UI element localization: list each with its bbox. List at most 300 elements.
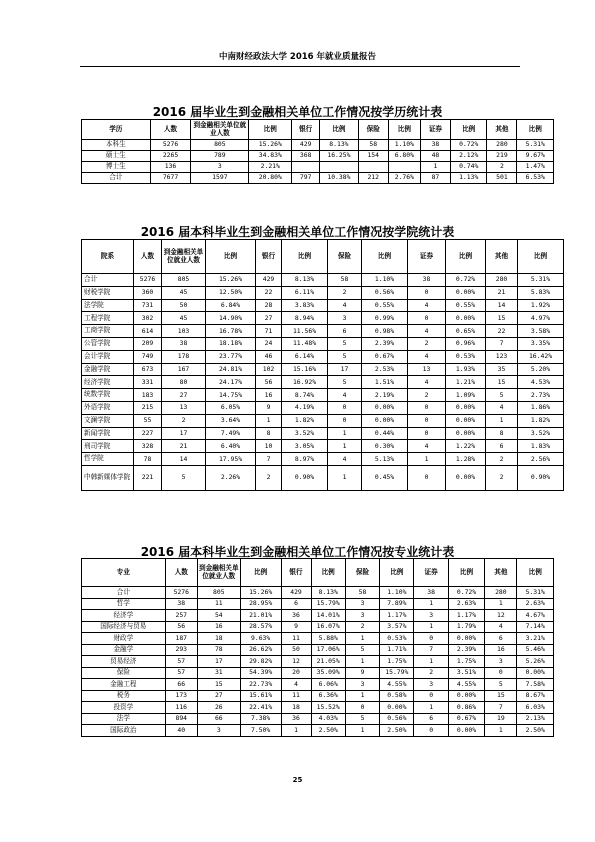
value-cell: 2 [408,337,446,350]
value-cell: 4 [485,621,517,633]
value-cell: 5.88% [311,633,345,645]
row-label-cell: 金融学 [82,644,166,656]
value-cell: 13 [162,401,206,414]
value-cell: 15.61% [240,690,281,702]
row-label-cell: 国际经济与贸易 [82,621,166,633]
value-cell: 50 [162,299,206,312]
value-cell: 2.56% [518,453,564,466]
value-cell: 6.06% [311,679,345,691]
column-header: 比例 [450,120,486,140]
value-cell: 1.71% [380,644,414,656]
value-cell: 212 [358,173,388,184]
value-cell: 0.55% [362,299,408,312]
value-cell: 1.86% [518,401,564,414]
value-cell: 0 [414,690,448,702]
value-cell: 26 [197,702,240,714]
value-cell: 11.48% [282,337,328,350]
value-cell: 2 [256,465,282,490]
value-cell: 66 [197,713,240,725]
value-cell: 2 [162,414,206,427]
table-header-row [82,240,564,274]
value-cell: 221 [134,465,162,490]
value-cell: 5 [162,465,206,490]
value-cell: 187 [165,633,197,645]
column-header: 比例 [446,240,486,274]
value-cell: 66 [165,679,197,691]
value-cell: 3.35% [518,337,564,350]
value-cell: 56 [256,376,282,389]
row-label-cell: 国际政治 [82,725,166,737]
value-cell: 5.31% [517,587,554,599]
value-cell: 8.97% [282,453,328,466]
value-cell: 0.45% [362,465,408,490]
row-label-cell: 法学院 [82,299,134,312]
value-cell: 7.89% [380,598,414,610]
table-row [82,702,554,714]
column-header: 银行 [256,240,282,274]
value-cell: 0.99% [362,312,408,325]
value-cell: 22 [256,286,282,299]
value-cell: 16.07% [311,621,345,633]
value-cell: 34.83% [249,151,292,162]
table-row [82,350,564,363]
value-cell: 18.18% [206,337,256,350]
value-cell: 1 [485,598,517,610]
value-cell: 16 [197,621,240,633]
value-cell: 5276 [150,140,191,151]
value-cell: 0 [408,286,446,299]
value-cell: 3.58% [518,325,564,338]
value-cell: 21 [162,440,206,453]
row-label-cell: 新闻学院 [82,427,134,440]
value-cell: 10 [256,440,282,453]
value-cell: 78 [197,644,240,656]
value-cell: 23.77% [206,350,256,363]
value-cell: 8 [486,427,518,440]
value-cell: 7 [414,644,448,656]
value-cell: 2.53% [362,363,408,376]
value-cell: 20.80% [249,173,292,184]
value-cell: 8.94% [282,312,328,325]
value-cell: 45 [162,312,206,325]
value-cell: 6 [414,713,448,725]
value-cell: 0 [408,465,446,490]
row-label-cell: 金融工程 [82,679,166,691]
value-cell: 9 [281,621,311,633]
row-label-cell: 经济学院 [82,376,134,389]
row-label-cell: 贸易经济 [82,656,166,668]
table-row [82,679,554,691]
value-cell: 1.10% [388,140,420,151]
value-cell: 8 [256,427,282,440]
value-cell: 3.05% [282,440,328,453]
column-header: 其他 [487,120,517,140]
value-cell: 0.30% [362,440,408,453]
column-header: 人数 [134,240,162,274]
value-cell: 7.38% [240,713,281,725]
value-cell: 2.50% [311,725,345,737]
value-cell [358,162,388,173]
table-row [82,299,564,312]
value-cell: 227 [134,427,162,440]
degree-statistics-table [81,119,554,184]
value-cell: 0 [408,427,446,440]
value-cell: 15.26% [240,587,281,599]
value-cell: 1 [420,162,450,173]
value-cell: 1 [345,690,379,702]
value-cell: 4.97% [518,312,564,325]
value-cell: 15.26% [206,274,256,287]
value-cell [292,162,320,173]
value-cell: 57 [165,667,197,679]
value-cell: 136 [150,162,191,173]
value-cell: 1.82% [282,414,328,427]
value-cell: 58 [345,587,379,599]
row-label-cell: 经济学 [82,610,166,622]
value-cell: 16 [256,389,282,402]
value-cell: 0.00% [380,702,414,714]
value-cell: 5.13% [362,453,408,466]
value-cell: 38 [165,598,197,610]
value-cell: 24 [256,337,282,350]
value-cell: 429 [292,140,320,151]
column-header: 比例 [362,240,408,274]
value-cell: 18 [197,633,240,645]
row-label-cell: 工商学院 [82,325,134,338]
row-label-cell: 文澜学院 [82,414,134,427]
row-label-cell: 哲学 [82,598,166,610]
value-cell: 56 [165,621,197,633]
column-header: 比例 [448,559,484,587]
value-cell: 7 [485,702,517,714]
value-cell: 15 [485,690,517,702]
table-row [82,587,554,599]
value-cell: 2.50% [517,725,554,737]
value-cell: 6.80% [388,151,420,162]
value-cell: 102 [256,363,282,376]
value-cell: 1.17% [448,610,484,622]
value-cell: 673 [134,363,162,376]
value-cell: 21 [486,286,518,299]
table-row [82,713,554,725]
value-cell: 1.10% [380,587,414,599]
row-label-cell: 合计 [82,274,134,287]
column-header: 人数 [165,559,197,587]
value-cell: 0 [408,401,446,414]
table-row [82,453,564,466]
value-cell: 805 [191,140,249,151]
value-cell: 1.17% [380,610,414,622]
value-cell: 14 [486,299,518,312]
value-cell: 178 [162,350,206,363]
table-row [82,610,554,622]
value-cell: 54 [197,610,240,622]
value-cell: 5276 [165,587,197,599]
value-cell: 0 [414,725,448,737]
column-header: 其他 [485,559,517,587]
value-cell: 2.63% [448,598,484,610]
value-cell: 360 [134,286,162,299]
value-cell: 805 [197,587,240,599]
value-cell: 894 [165,713,197,725]
value-cell: 4 [408,376,446,389]
table-1-title: 2016 届毕业生到金融相关单位工作情况按学历统计表 [152,105,443,119]
value-cell: 6.84% [206,299,256,312]
value-cell [388,162,420,173]
value-cell: 302 [134,312,162,325]
column-header: 人数 [150,120,191,140]
value-cell: 28.57% [240,621,281,633]
value-cell: 12.50% [206,286,256,299]
value-cell: 0.58% [380,690,414,702]
value-cell: 0.74% [450,162,486,173]
value-cell: 1 [414,702,448,714]
value-cell: 209 [134,337,162,350]
value-cell: 1 [256,414,282,427]
value-cell: 2.39% [362,337,408,350]
table-row [82,414,564,427]
value-cell [320,162,359,173]
table-row [82,337,564,350]
value-cell: 2 [408,389,446,402]
value-cell: 0.00% [448,633,484,645]
value-cell: 10.38% [320,173,359,184]
column-header: 比例 [249,120,292,140]
value-cell: 78 [134,453,162,466]
value-cell: 6.53% [517,173,554,184]
table-row [82,465,564,490]
value-cell: 27 [256,312,282,325]
column-header: 保险 [345,559,379,587]
column-header: 比例 [517,559,554,587]
value-cell: 0.00% [446,401,486,414]
value-cell: 257 [165,610,197,622]
value-cell: 1.93% [446,363,486,376]
row-label-cell: 工程学院 [82,312,134,325]
value-cell: 16.78% [206,325,256,338]
value-cell: 4 [328,299,362,312]
value-cell: 3.52% [282,427,328,440]
value-cell: 0.72% [450,140,486,151]
value-cell: 3.21% [517,633,554,645]
value-cell: 5 [328,337,362,350]
value-cell: 28 [256,299,282,312]
value-cell: 46 [256,350,282,363]
value-cell: 55 [134,414,162,427]
value-cell: 1.82% [518,414,564,427]
value-cell: 429 [256,274,282,287]
value-cell: 27 [162,389,206,402]
report-header: 中南财经政法大学 2016 年就业质量报告 [218,52,377,62]
value-cell: 27 [197,690,240,702]
value-cell: 116 [165,702,197,714]
value-cell: 2 [414,667,448,679]
value-cell: 6 [486,440,518,453]
value-cell: 4.03% [311,713,345,725]
value-cell: 5 [328,350,362,363]
value-cell: 0.56% [380,713,414,725]
value-cell: 2.13% [517,713,554,725]
row-label-cell: 法学 [82,713,166,725]
value-cell: 2265 [150,151,191,162]
column-header: 证券 [408,240,446,274]
value-cell: 3 [328,312,362,325]
value-cell: 21.01% [240,610,281,622]
value-cell: 0 [328,414,362,427]
row-label-cell: 会计学院 [82,350,134,363]
value-cell: 7 [256,453,282,466]
row-label-cell: 合计 [82,173,151,184]
value-cell: 280 [486,274,518,287]
value-cell: 0.00% [362,414,408,427]
value-cell: 789 [191,151,249,162]
column-header: 比例 [380,559,414,587]
value-cell: 5.46% [517,644,554,656]
value-cell: 1.22% [446,440,486,453]
value-cell: 14.01% [311,610,345,622]
value-cell: 14 [162,453,206,466]
value-cell: 19 [485,713,517,725]
value-cell: 15 [197,679,240,691]
value-cell: 8.13% [282,274,328,287]
row-label-cell: 财政学 [82,633,166,645]
table-row [82,644,554,656]
value-cell: 2 [487,162,517,173]
value-cell: 17 [162,427,206,440]
value-cell: 5.31% [517,140,554,151]
value-cell: 38 [408,274,446,287]
value-cell: 280 [487,140,517,151]
value-cell: 0.90% [282,465,328,490]
value-cell: 4 [408,440,446,453]
value-cell: 1.47% [517,162,554,173]
value-cell: 0 [328,401,362,414]
value-cell: 3.64% [206,414,256,427]
value-cell: 368 [292,151,320,162]
column-header: 证券 [414,559,448,587]
value-cell: 7.14% [517,621,554,633]
value-cell: 3.51% [448,667,484,679]
value-cell: 31 [197,667,240,679]
value-cell: 11 [197,598,240,610]
value-cell: 0 [408,312,446,325]
value-cell: 1.13% [450,173,486,184]
value-cell: 0.00% [446,286,486,299]
value-cell: 0.00% [446,414,486,427]
value-cell: 6.05% [206,401,256,414]
value-cell: 173 [165,690,197,702]
row-label-cell: 财税学院 [82,286,134,299]
value-cell: 749 [134,350,162,363]
value-cell: 24.17% [206,376,256,389]
value-cell: 15.26% [249,140,292,151]
value-cell: 1 [485,725,517,737]
value-cell: 6 [328,325,362,338]
value-cell: 8.74% [282,389,328,402]
value-cell: 0.00% [448,690,484,702]
column-header: 院系 [82,240,134,274]
value-cell: 4 [486,401,518,414]
table-row [82,162,554,173]
value-cell: 14.90% [206,312,256,325]
value-cell: 0.53% [446,350,486,363]
value-cell: 3.52% [518,427,564,440]
column-header: 到金融相关单位就业人数 [197,559,240,587]
value-cell: 2 [486,453,518,466]
value-cell: 0.86% [448,702,484,714]
table-row [82,363,564,376]
page-number: 25 [292,776,303,784]
value-cell: 22.41% [240,702,281,714]
value-cell: 0.00% [446,465,486,490]
table-row [82,312,564,325]
value-cell: 6.36% [311,690,345,702]
value-cell: 7 [486,337,518,350]
value-cell: 7677 [150,173,191,184]
value-cell: 35 [486,363,518,376]
value-cell: 2 [486,465,518,490]
value-cell: 87 [420,173,450,184]
value-cell: 614 [134,325,162,338]
value-cell: 167 [162,363,206,376]
row-label-cell: 刑司学院 [82,440,134,453]
value-cell: 16.92% [282,376,328,389]
column-header: 到金融相关单位就业人数 [162,240,206,274]
value-cell: 12 [485,610,517,622]
value-cell: 17 [328,363,362,376]
value-cell: 3 [485,656,517,668]
value-cell: 5 [345,644,379,656]
value-cell: 2.21% [249,162,292,173]
table-row [82,140,554,151]
value-cell: 2.39% [448,644,484,656]
value-cell: 15 [486,376,518,389]
value-cell: 15.79% [380,667,414,679]
column-header: 比例 [320,120,359,140]
value-cell: 154 [358,151,388,162]
column-header: 比例 [388,120,420,140]
value-cell: 219 [487,151,517,162]
value-cell: 16.25% [320,151,359,162]
value-cell: 40 [165,725,197,737]
value-cell: 26.62% [240,644,281,656]
value-cell: 1 [281,725,311,737]
value-cell: 3 [197,725,240,737]
value-cell: 48 [420,151,450,162]
value-cell: 6.14% [282,350,328,363]
value-cell: 5.20% [518,363,564,376]
column-header: 比例 [311,559,345,587]
value-cell: 18 [281,702,311,714]
value-cell: 12 [281,656,311,668]
value-cell: 0 [345,702,379,714]
value-cell: 0.44% [362,427,408,440]
value-cell: 429 [281,587,311,599]
value-cell: 797 [292,173,320,184]
value-cell: 16.42% [518,350,564,363]
value-cell: 5 [345,713,379,725]
table-row [82,633,554,645]
value-cell: 0.00% [446,312,486,325]
table-header-row [82,120,554,140]
value-cell: 1.79% [448,621,484,633]
value-cell: 1597 [191,173,249,184]
value-cell: 80 [162,376,206,389]
value-cell: 2.76% [388,173,420,184]
value-cell: 11.56% [282,325,328,338]
value-cell: 1.51% [362,376,408,389]
row-label-cell: 博士生 [82,162,151,173]
